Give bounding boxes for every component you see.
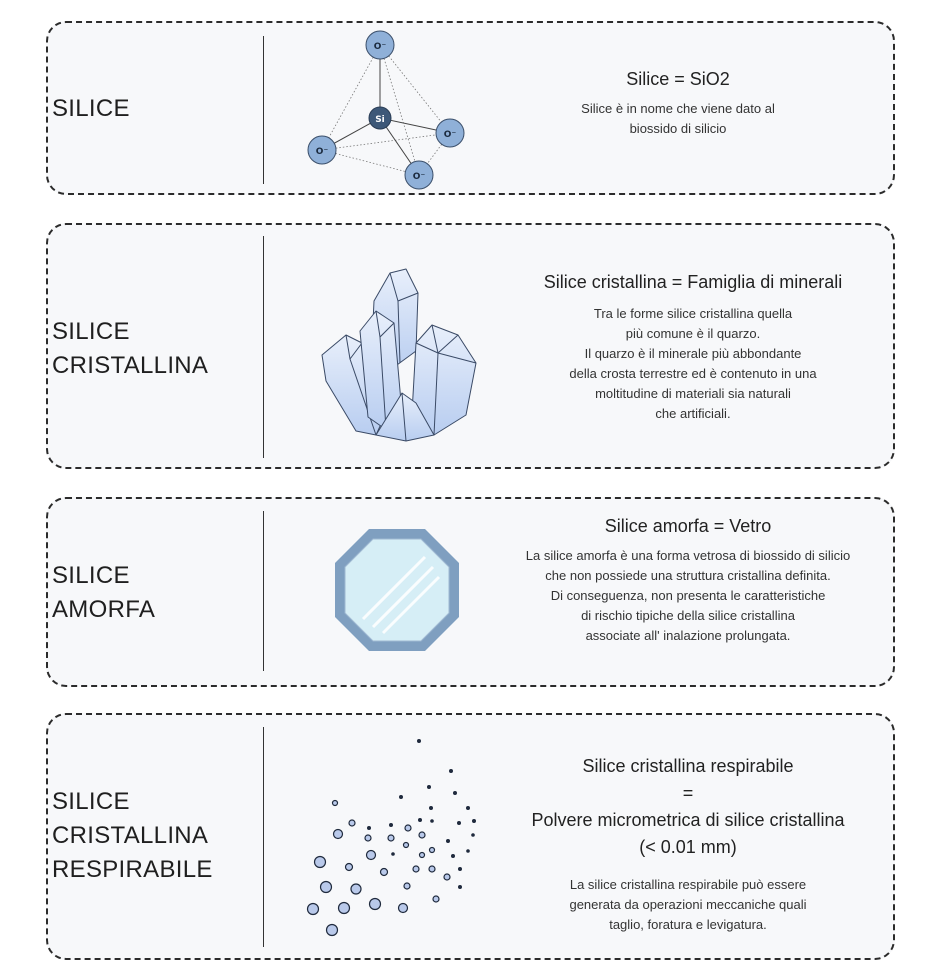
description-heading: Silice amorfa = Vetro	[604, 516, 772, 536]
atom-label: O⁻	[443, 130, 457, 140]
description-body: Tra le forme silice cristallina quella più comune è il quarzo. Il quarzo è il minerale più abbondante della crosta terrestre ed è contenuto in una moltitudine di materiali sia naturali che artificiali.	[569, 306, 817, 421]
description-heading: Silice = SiO2	[626, 69, 730, 89]
description	[498, 269, 888, 424]
card-title: SILICE CRISTALLINA RESPIRABILE	[52, 788, 213, 883]
description	[468, 66, 888, 139]
description	[488, 753, 888, 935]
dust-particles-icon	[298, 729, 478, 949]
card-title: SILICE AMORFA	[52, 562, 156, 623]
card-silice	[46, 21, 895, 195]
quartz-crystal-icon	[316, 263, 491, 443]
description-body: Silice è in nome che viene dato al biossido di silicio	[581, 101, 775, 136]
description-heading: Silice cristallina = Famiglia di minerali	[543, 272, 843, 292]
card-title: SILICE	[52, 95, 130, 122]
divider	[263, 236, 264, 458]
divider	[263, 36, 264, 184]
description-body: La silice amorfa è una forma vetrosa di biossido di silicio che non possiede una struttura cristallina definita. Di conseguenza, non presenta le caratteristiche di rischio tipiche della silice cristallina associate all' inalazione prolungata.	[525, 548, 851, 643]
atom-label: Si	[375, 115, 385, 125]
atom-label: O⁻	[315, 147, 329, 157]
tetrahedron-molecule-icon	[298, 27, 478, 197]
description-body: La silice cristallina respirabile può essere generata da operazioni meccaniche quali taglio, foratura e levigatura.	[569, 877, 807, 932]
glass-pane-icon	[333, 527, 461, 653]
atom-label: O⁻	[412, 172, 426, 182]
card-silice-cristallina-respirabile	[46, 713, 895, 960]
divider	[263, 511, 264, 671]
description-heading: Silice cristallina respirabile = Polvere micrometrica di silice cristallina (< 0.01 mm)	[531, 756, 845, 857]
card-silice-cristallina	[46, 223, 895, 469]
card-title: SILICE CRISTALLINA	[52, 318, 209, 379]
divider	[263, 727, 264, 947]
atom-label: O⁻	[373, 42, 387, 52]
description	[488, 513, 888, 646]
card-silice-amorfa	[46, 497, 895, 687]
